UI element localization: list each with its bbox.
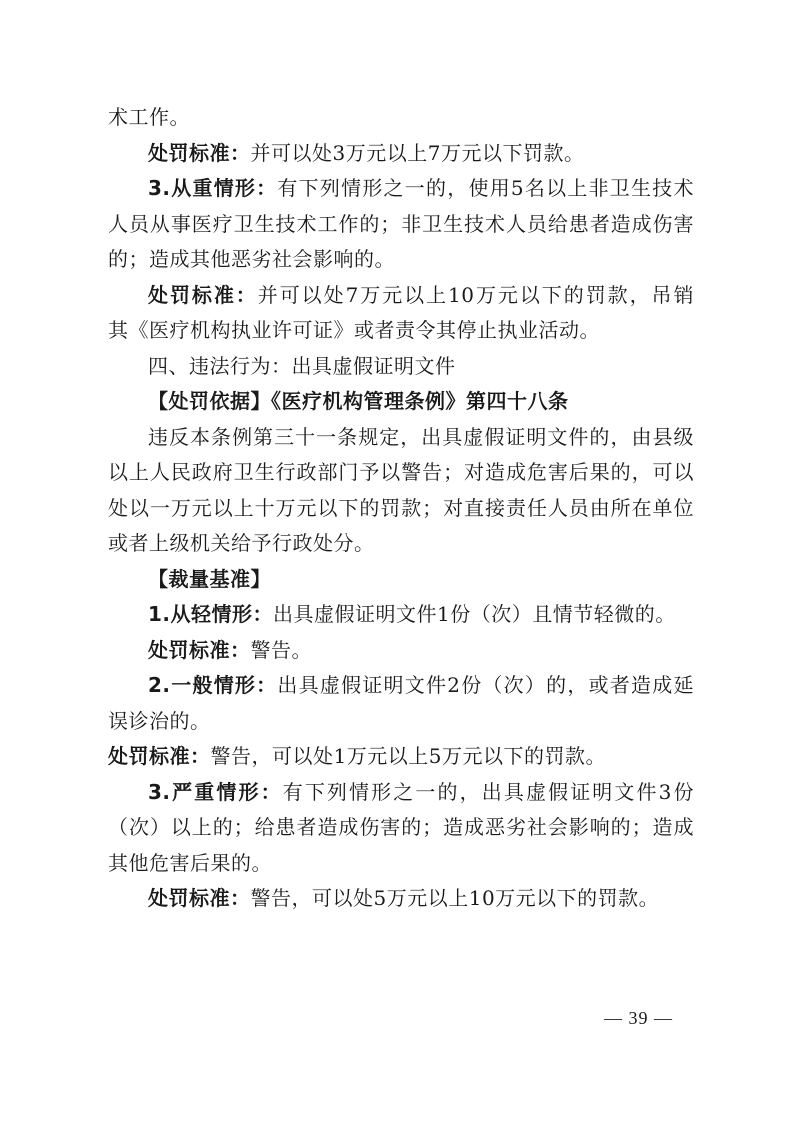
document-page [108, 100, 694, 917]
penalty-standard-line [108, 136, 694, 172]
penalty-standard-line [108, 881, 694, 917]
line-text: 四、违法行为：出具虚假证明文件 [148, 353, 456, 378]
body-line [108, 526, 694, 562]
penalty-standard-line [108, 739, 694, 775]
line-text: 有下列情形之一的，出具虚假证明文件3份 [282, 779, 694, 804]
penalty-standard-line [108, 278, 694, 314]
body-line [108, 704, 694, 740]
body-line [108, 810, 694, 846]
page-number: — 39 — [604, 1008, 673, 1028]
line-label: 处罚标准： [148, 140, 251, 165]
general-case-line [108, 668, 694, 704]
penalty-basis-heading [108, 384, 694, 420]
body-line [108, 455, 694, 491]
serious-case-line [108, 775, 694, 811]
body-line [108, 846, 694, 882]
line-text: 【处罚依据】《医疗机构管理条例》第四十八条 [148, 389, 569, 413]
line-label: 3.从重情形： [148, 176, 278, 200]
body-line [108, 420, 694, 456]
line-text: 出具虚假证明文件2份（次）的，或者造成延 [277, 673, 695, 697]
line-text: 【裁量基准】 [148, 566, 271, 591]
line-text: 处以一万元以上十万元以下的罚款；对直接责任人员由所在单位 [108, 495, 694, 520]
line-text: （次）以上的；给患者造成伤害的；造成恶劣社会影响的；造成 [108, 815, 694, 839]
section-heading [108, 349, 694, 385]
mild-case-line [108, 597, 694, 633]
severe-case-line [108, 171, 694, 207]
line-text: 警告，可以处5万元以上10万元以下的罚款。 [250, 886, 660, 910]
line-text: 违反本条例第三十一条规定，出具虚假证明文件的，由县级 [148, 424, 694, 449]
line-label: 2.一般情形： [148, 673, 278, 697]
line-label: 处罚标准： [148, 637, 251, 662]
line-text: 以上人民政府卫生行政部门予以警告；对造成危害后果的，可以 [108, 460, 694, 484]
body-line [108, 313, 694, 349]
line-label: 处罚标准： [108, 744, 211, 768]
body-line [108, 242, 694, 278]
line-text: 并可以处7万元以上10万元以下的罚款，吊销 [257, 282, 694, 307]
line-text: 的；造成其他恶劣社会影响的。 [108, 247, 395, 271]
line-text: 警告，可以处1万元以上5万元以下的罚款。 [210, 744, 606, 768]
line-text: 警告。 [250, 637, 312, 662]
line-text: 误诊治的。 [108, 708, 211, 733]
line-text: 出具虚假证明文件1份（次）且情节轻微的。 [273, 602, 676, 626]
line-text: 其他危害后果的。 [108, 850, 272, 875]
line-text: 并可以处3万元以上7万元以下罚款。 [250, 140, 585, 165]
body-line [108, 207, 694, 243]
line-text: 术工作。 [108, 105, 190, 129]
line-label: 处罚标准： [148, 282, 258, 307]
line-text: 其《医疗机构执业许可证》或者责令其停止执业活动。 [108, 318, 600, 342]
line-label: 处罚标准： [148, 886, 251, 910]
body-line [108, 100, 694, 136]
line-label: 1.从轻情形： [148, 602, 274, 626]
body-line [108, 491, 694, 527]
line-label: 3.严重情形： [148, 779, 283, 804]
discretion-heading [108, 562, 694, 598]
line-text: 或者上级机关给予行政处分。 [108, 531, 375, 555]
line-text: 人员从事医疗卫生技术工作的；非卫生技术人员给患者造成伤害 [108, 211, 694, 236]
line-text: 有下列情形之一的，使用5名以上非卫生技术 [277, 176, 695, 200]
penalty-standard-line [108, 633, 694, 669]
